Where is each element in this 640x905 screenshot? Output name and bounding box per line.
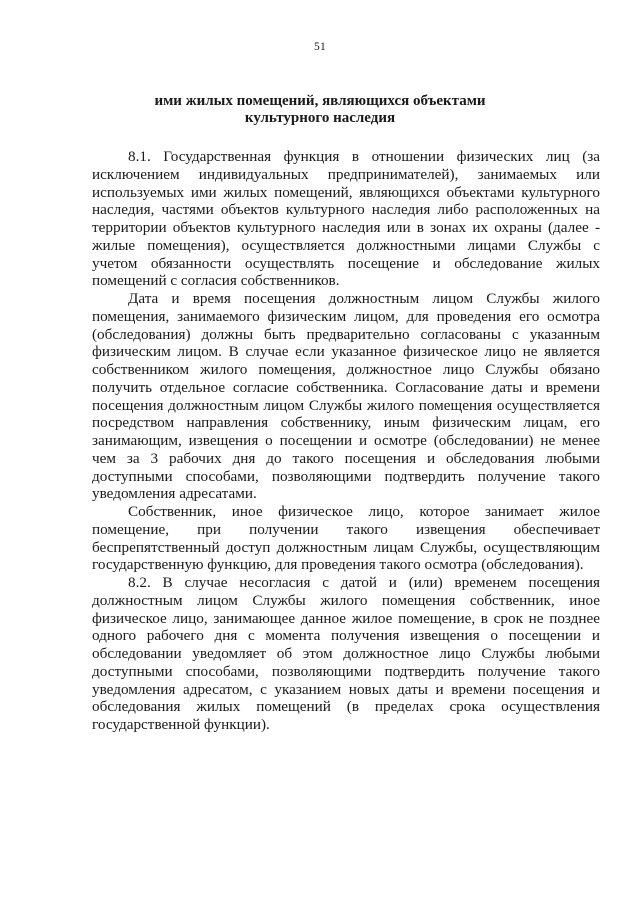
paragraph-line: посредством направления собственнику, иным физическим лицам, его: [92, 414, 600, 432]
paragraph-line: физическим лицом. В случае если указанное физическое лицо не является: [92, 343, 600, 361]
paragraph-line: помещений с согласия собственников.: [92, 272, 340, 290]
section-heading-line: ими жилых помещений, являющихся объектами: [154, 93, 486, 109]
paragraph-line: собственником жилого помещения, должностное лицо Службы обязано: [92, 361, 600, 378]
page-number: 51: [313, 41, 327, 53]
paragraph-line: исключением индивидуальных предпринимателей), занимаемых или: [92, 165, 600, 183]
paragraph-line: физическое лицо, занимающее данное жилое помещение, в срок не позднее: [92, 609, 600, 627]
paragraph-line: 8.1. Государственная функция в отношении физических лиц (за: [128, 148, 600, 165]
paragraph-line: жилые помещения), осуществляется должностными лицами Службы с: [92, 236, 600, 254]
paragraph-line: Дата и время посещения должностным лицом Службы жилого: [128, 290, 600, 307]
paragraph-line: занимающим, извещения о посещении и осмотре (обследовании) не менее: [92, 432, 600, 449]
paragraph-line: государственной функции).: [92, 716, 270, 733]
paragraph-line: учетом обязанности осуществлять посещение и обследование жилых: [92, 254, 600, 272]
paragraph: [92, 290, 600, 503]
paragraph-line: уведомления адресатом, с указанием новых даты и времени посещения и: [92, 680, 600, 698]
paragraph-line: обследования жилых помещений (в пределах срока осуществления: [92, 698, 600, 716]
paragraph-line: Собственник, иное физическое лицо, которое занимает жилое: [128, 503, 600, 520]
paragraph: [92, 503, 600, 574]
section-heading-line: культурного наследия: [244, 110, 396, 126]
paragraph-line: наследия, частями объектов культурного наследия либо расположенных на: [92, 201, 600, 219]
paragraph-line: должностным лицом Службы жилого помещения собственник, иное: [92, 591, 600, 609]
paragraph: [92, 148, 600, 290]
paragraph-line: (обследования) должны быть предварительно согласованы с указанным: [92, 325, 600, 343]
paragraph-line: чем за 3 рабочих дня до такого посещения и обследования любыми: [92, 449, 600, 467]
paragraph-line: государственную функцию, для проведения такого осмотра (обследования).: [92, 556, 584, 574]
paragraph-line: получить отдельное согласие собственника. Согласование даты и времени: [92, 378, 600, 396]
paragraph-line: посещения должностным лицом Службы жилого помещения осуществляется: [92, 396, 600, 414]
paragraph-line: обследовании уведомляет об этом должностное лицо Службы любыми: [92, 645, 600, 662]
paragraph-line: одного рабочего дня с момента получения извещения о посещении и: [92, 627, 600, 645]
paragraph-line: уведомления адресатами.: [92, 485, 257, 503]
paragraph-line: беспрепятственный доступ должностным лицам Службы, осуществляющим: [92, 538, 600, 556]
paragraph-line: помещения, занимаемого физическим лицом, для проведения его осмотра: [92, 307, 600, 325]
paragraph: [92, 574, 600, 734]
paragraph-line: территории объектов культурного наследия или в зонах их охраны (далее -: [92, 219, 600, 236]
document-body: [92, 148, 600, 734]
paragraph-line: используемых ими жилых помещений, являющихся объектами культурного: [92, 183, 600, 201]
paragraph-line: помещение, при получении такого извещения обеспечивает: [92, 520, 600, 538]
paragraph-line: 8.2. В случае несогласия с датой и (или) временем посещения: [128, 574, 600, 591]
section-heading: [120, 93, 520, 127]
paragraph-line: доступными способами, позволяющими подтвердить получение такого: [92, 467, 600, 485]
paragraph-line: доступными способами, позволяющими подтвердить получение такого: [92, 662, 600, 680]
